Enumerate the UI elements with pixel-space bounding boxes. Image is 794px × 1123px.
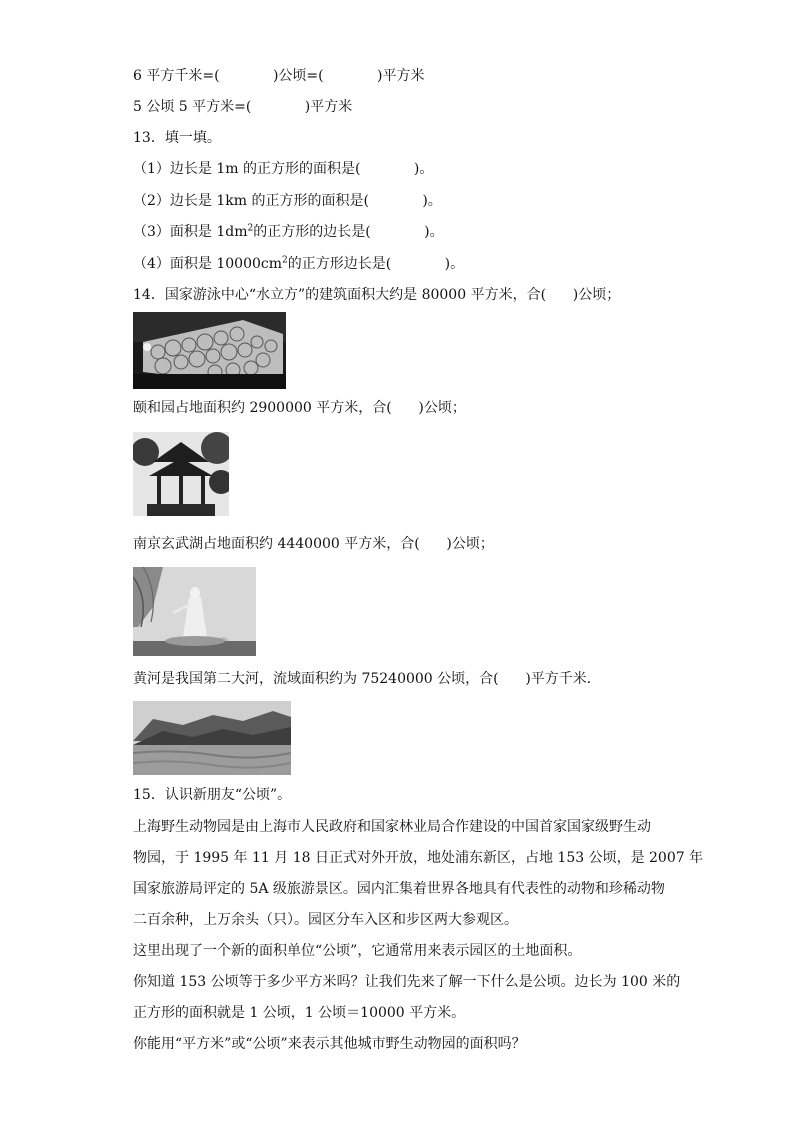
question-14-line-2: 颐和园占地面积约 2900000 平方米，合( )公顷； — [133, 400, 466, 416]
question-14-line-1: 14．国家游泳中心“水立方”的建筑面积大约是 80000 平方米，合( )公顷； — [133, 287, 621, 303]
question-14-line-4: 黄河是我国第二大河，流域面积约为 75240000 公顷，合( )平方千米． — [133, 671, 601, 687]
paragraph-line-6: 你知道 153 公顷等于多少平方米吗？让我们先来了解一下什么是公顷。边长为 100 米的 — [133, 974, 681, 990]
paragraph-line-4: 二百余种，上万余头（只）。园区分车入区和步区两大参观区。 — [133, 912, 518, 928]
summer-palace-photo — [133, 432, 229, 516]
paragraph-line-5: 这里出现了一个新的面积单位“公顷”，它通常用来表示园区的土地面积。 — [133, 943, 582, 959]
paragraph-line-2: 物园，于 1995 年 11 月 18 日正式对外开放，地处浦东新区，占地 153 公顷，是 2007 年 — [133, 850, 704, 866]
question-13-item-4: （4）面积是 $10000cm^2$的正方形边长是( )。 — [133, 255, 465, 272]
xuanwu-lake-photo — [133, 567, 256, 656]
question-13-item-3: （3）面积是 $1dm^2$的正方形的边长是( )。 — [133, 223, 444, 240]
paragraph-line-7: 正方形的面积就是 1 公顷，1 公顷＝10000 平方米。 — [133, 1005, 466, 1021]
water-cube-photo — [133, 312, 286, 389]
yellow-river-photo — [133, 701, 291, 775]
paragraph-line-8: 你能用“平方米”或“公顷”来表示其他城市野生动物园的面积吗？ — [133, 1036, 526, 1052]
paragraph-line-3: 国家旅游局评定的 5A 级旅游景区。园内汇集着世界各地具有代表性的动物和珍稀动物 — [133, 881, 665, 897]
question-13-title: 13．填一填。 — [133, 130, 221, 146]
question-15-title: 15．认识新朋友“公顷”。 — [133, 787, 292, 803]
question-13-item-2: （2）边长是 1km 的正方形的面积是( )。 — [133, 193, 442, 209]
question-13-item-1: （1）边长是 1m 的正方形的面积是( )。 — [133, 161, 434, 177]
conversion-line-2: 5 公顷 5 平方米=( )平方米 — [133, 99, 353, 115]
paragraph-line-1: 上海野生动物园是由上海市人民政府和国家林业局合作建设的中国首家国家级野生动 — [133, 819, 651, 835]
question-14-line-3: 南京玄武湖占地面积约 4440000 平方米，合( )公顷； — [133, 536, 494, 552]
conversion-line-1: 6 平方千米=( )公顷=( )平方米 — [133, 68, 425, 84]
